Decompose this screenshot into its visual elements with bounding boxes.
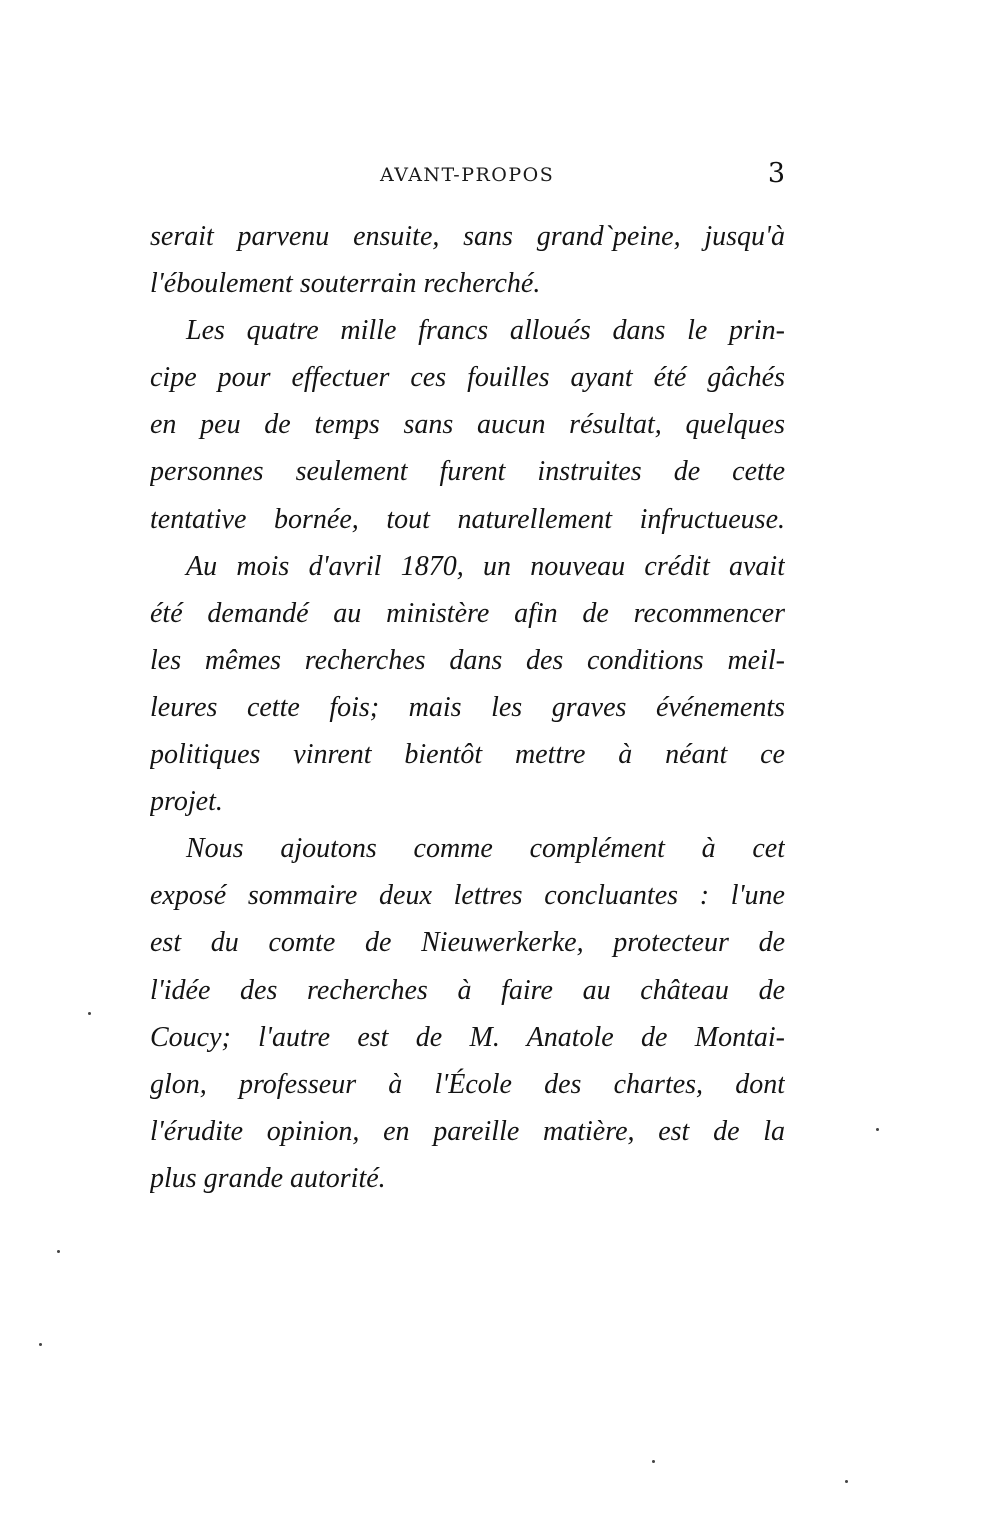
paragraph-first-line: Nous ajoutons comme complément à cet xyxy=(186,833,785,865)
paragraph-first-line: Au mois d'avril 1870, un nouveau crédit avait xyxy=(186,550,785,582)
scan-speck xyxy=(845,1480,848,1483)
text-line: tentative bornée, tout naturellement infructueuse. xyxy=(150,503,785,535)
text-line: est du comte de Nieuwerkerke, protecteur de xyxy=(150,927,785,959)
text-line: cipe pour effectuer ces fouilles ayant été gâchés xyxy=(150,362,785,394)
scan-speck xyxy=(876,1128,879,1131)
text-line: serait parvenu ensuite, sans grand`peine, jusqu'à xyxy=(150,221,785,252)
text-line: exposé sommaire deux lettres concluantes : l'une xyxy=(150,880,785,912)
running-head xyxy=(150,158,785,198)
text-line: glon, professeur à l'École des chartes, dont xyxy=(150,1068,785,1100)
text-line: été demandé au ministère afin de recommencer xyxy=(150,597,785,629)
scan-speck xyxy=(57,1250,60,1253)
paragraph-first-line: Les quatre mille francs alloués dans le prin- xyxy=(186,315,785,347)
text-line: l'idée des recherches à faire au château de xyxy=(150,974,785,1006)
text-line: l'érudite opinion, en pareille matière, est de la xyxy=(150,1115,785,1147)
running-title: AVANT-PROPOS xyxy=(380,164,555,186)
text-line: en peu de temps sans aucun résultat, quelques xyxy=(150,409,785,441)
text-line: l'éboulement souterrain recherché. xyxy=(150,268,541,300)
body-text xyxy=(150,213,785,1202)
text-line: Coucy; l'autre est de M. Anatole de Montai- xyxy=(150,1021,785,1053)
scan-speck xyxy=(39,1343,42,1346)
text-line: les mêmes recherches dans des conditions meil- xyxy=(150,644,785,676)
text-line: leures cette fois; mais les graves événements xyxy=(150,691,785,723)
scan-speck xyxy=(652,1460,655,1463)
text-line: plus grande autorité. xyxy=(150,1162,386,1194)
page-number: 3 xyxy=(767,158,785,189)
scan-speck xyxy=(88,1012,91,1015)
text-line: personnes seulement furent instruites de cette xyxy=(150,456,785,488)
text-line: projet. xyxy=(150,786,223,818)
text-line: politiques vinrent bientôt mettre à néant ce xyxy=(150,739,785,771)
